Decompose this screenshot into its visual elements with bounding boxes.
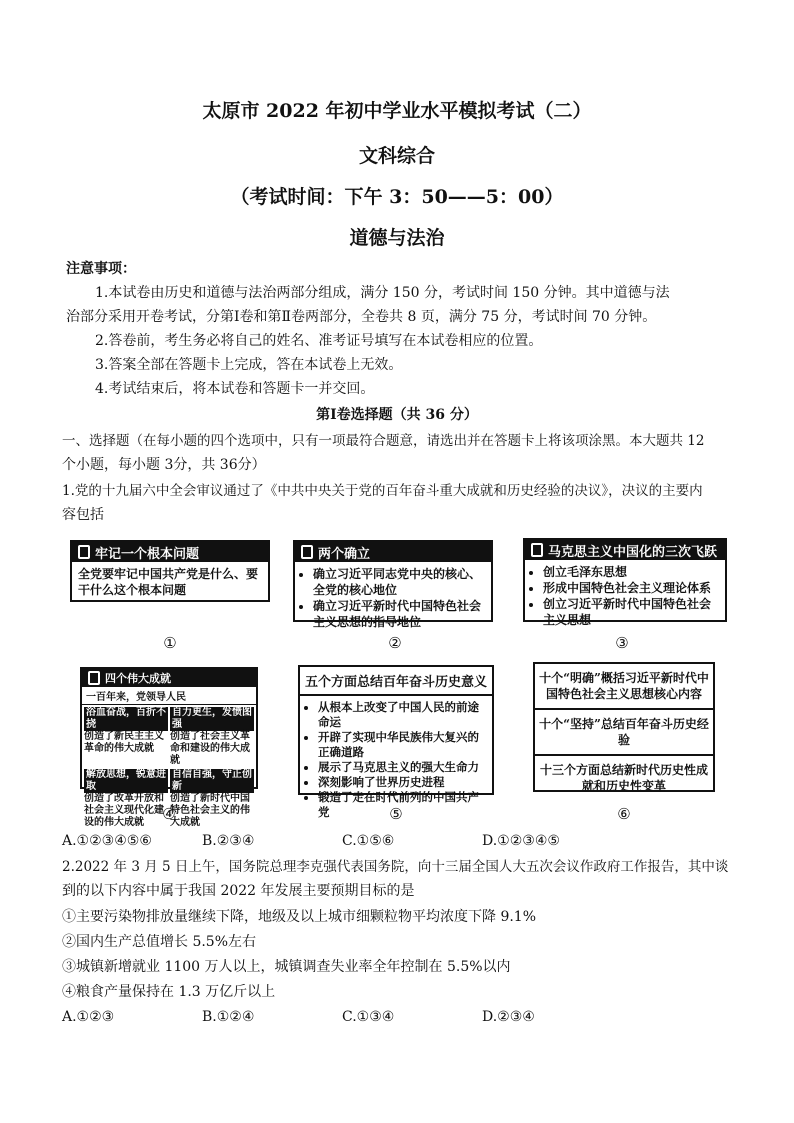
card-bullet: • 开辟了实现中华民族伟大复兴的正确道路 xyxy=(318,730,486,760)
notice-item: 治部分采用开卷考试，分第Ⅰ卷和第Ⅱ卷两部分，全卷共 8 页，满分 75 分，考试时间 70 分钟。 xyxy=(66,309,657,325)
option-d: D.②③④ xyxy=(482,1009,535,1025)
figure-card-3 xyxy=(523,538,727,627)
card-subtitle: 一百年来，党领导人民 xyxy=(82,687,256,705)
question-2-item: ④粮食产量保持在 1.3 万亿斤以上 xyxy=(62,984,276,1000)
notice-item: 1.本试卷由历史和道德与法治两部分组成，满分 150 分，考试时间 150 分钟。其中道德与法 xyxy=(95,285,670,301)
option-a: A.①②③ xyxy=(62,1009,115,1025)
question-2-item: ②国内生产总值增长 5.5%左右 xyxy=(62,934,257,950)
figure-card-1 xyxy=(70,540,270,602)
notice-item: 2.答卷前，考生务必将自己的姓名、准考证号填写在本试卷相应的位置。 xyxy=(95,333,543,349)
card-row: 十个“坚持”总结百年奋斗历史经验 xyxy=(535,710,713,756)
card-bullet: • 深刻影响了世界历史进程 xyxy=(318,775,486,790)
figure-number: ④ xyxy=(162,805,176,823)
document-icon xyxy=(88,671,100,685)
exam-subject: 文科综合 xyxy=(358,145,435,167)
document-icon xyxy=(531,543,543,557)
figure-number: ③ xyxy=(615,634,629,652)
document-icon xyxy=(78,545,90,559)
card-bullet: • 确立习近平同志党中央的核心、全党的核心地位 xyxy=(313,566,485,598)
figure-number: ⑥ xyxy=(617,805,631,823)
option-b: B.①②④ xyxy=(202,1009,255,1025)
notice-heading: 注意事项： xyxy=(66,261,136,277)
figure-number: ① xyxy=(163,634,177,652)
option-c: C.①③④ xyxy=(342,1009,395,1025)
figure-number: ② xyxy=(388,634,402,652)
question-2-item: ①主要污染物排放量继续下降，地级及以上城市细颗粒物平均浓度下降 9.1% xyxy=(62,909,537,925)
card-body: 全党要牢记中国共产党是什么、要干什么这个根本问题 xyxy=(78,567,259,597)
notice-item: 3.答案全部在答题卡上完成，答在本试卷上无效。 xyxy=(95,357,403,373)
question-1-stem: 容包括 xyxy=(62,507,104,523)
card-header: 五个方面总结百年奋斗历史意义 xyxy=(300,667,492,696)
option-d: D.①②③④⑤ xyxy=(482,833,560,849)
figure-card-5 xyxy=(298,665,494,819)
card-bullet: • 创立毛泽东思想 xyxy=(543,564,719,580)
section-title: 道德与法治 xyxy=(349,227,445,249)
figure-card-6 xyxy=(533,662,715,792)
card-bullet: • 确立习近平新时代中国特色社会主义思想的指导地位 xyxy=(313,598,485,630)
card-header: 牢记一个根本问题 xyxy=(72,542,268,562)
card-header: 两个确立 xyxy=(295,542,491,562)
card-bullet: • 展示了马克思主义的强大生命力 xyxy=(318,760,486,775)
part1-instructions: 个小题，每小题 3分，共 36分） xyxy=(62,457,266,473)
question-1-stem: 1.党的十九届六中全会审议通过了《中共中央关于党的百年奋斗重大成就和历史经验的决议》，决议的主要内 xyxy=(62,483,703,499)
exam-time: （考试时间：下午 3：50——5：00） xyxy=(230,186,564,208)
card-row: 十个“明确”概括习近平新时代中国特色社会主义思想核心内容 xyxy=(535,664,713,710)
notice-item: 4.考试结束后，将本试卷和答题卡一并交回。 xyxy=(95,381,375,397)
option-b: B.②③④ xyxy=(202,833,255,849)
question-2-stem: 2.2022 年 3 月 5 日上午，国务院总理李克强代表国务院，向十三届全国人大五次会议作政府工作报告，其中谈 xyxy=(62,859,729,875)
exam-title: 太原市 2022 年初中学业水平模拟考试（二） xyxy=(202,100,592,122)
card-bullet: • 锻造了走在时代前列的中国共产党 xyxy=(318,790,486,820)
part1-heading: 第Ⅰ卷选择题（共 36 分） xyxy=(316,407,478,423)
card-bullet: • 从根本上改变了中国人民的前途命运 xyxy=(318,700,486,730)
figure-card-2 xyxy=(293,540,493,629)
card-bullet: • 形成中国特色社会主义理论体系 xyxy=(543,580,719,596)
part1-instructions: 一、选择题（在每小题的四个选项中，只有一项最符合题意，请选出并在答题卡上将该项涂黑。本大题共 12 xyxy=(62,433,705,449)
figure-number: ⑤ xyxy=(389,805,403,823)
card-header: 四个伟大成就 xyxy=(82,669,256,687)
card-header: 马克思主义中国化的三次飞跃 xyxy=(525,540,725,560)
option-c: C.①⑤⑥ xyxy=(342,833,395,849)
document-icon xyxy=(301,545,313,559)
option-a: A.①②③④⑤⑥ xyxy=(62,833,152,849)
card-row: 十三个方面总结新时代历史性成就和历史性变革 xyxy=(539,763,708,793)
card-bullet: • 创立习近平新时代中国特色社会主义思想 xyxy=(543,596,719,628)
question-2-stem: 到的以下内容中属于我国 2022 年发展主要预期目标的是 xyxy=(62,883,415,899)
question-2-item: ③城镇新增就业 1100 万人以上，城镇调查失业率全年控制在 5.5%以内 xyxy=(62,959,511,975)
figure-card-4: 四个伟大成就 一百年来，党领导人民 浴血奋战，百折不挠 创造了新民主主义革命的伟大成就 自力更生，发愤图强 创造了社会主义革命和建设的伟大成就 解放思想，锐意进取 创造了改革开放和社会主义现代化建设的伟大成就 自信自强，守正创新 创造了新时代中国特色社会主义的伟大成就 xyxy=(80,667,258,789)
